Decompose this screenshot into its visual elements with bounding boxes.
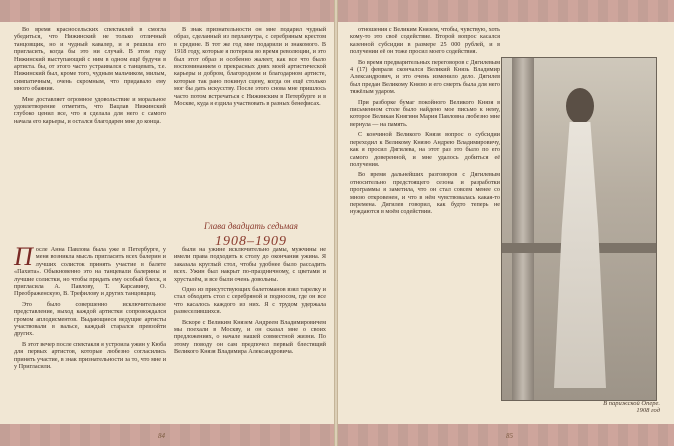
paragraph: Во время предварительных переговоров с Дягилевым 4 (17) февраля скончался Великий Князь Владимир Александрович, и это очень изменило дело. Дягилев был предан Великому Князю и его смерть была для него тяжёлым ударом.: [350, 58, 500, 96]
figure-head: [566, 88, 594, 124]
top-ornament: [338, 0, 674, 22]
dancer-figure: [550, 88, 610, 388]
paragraph: Вскоре с Великим Князем Андреем Владимировичем мы поехали в Москву, и он сказал мне о своих предложениях, о начале нашей совместной жизни. По этому поводу он сам предпочел первый блестящий Великого Князя Владимира Александровича.: [174, 318, 326, 356]
paragraph: С кончиной Великого Князя вопрос о субсидии переходил к Великому Князю Андрею Владимировичу, как я просил Дягилева, на этот раз это было по его самого доверенной, и мне удалось добиться её получения.: [350, 131, 500, 168]
right-column-top: [174, 26, 326, 110]
left-column-top: [14, 26, 166, 128]
paragraph: Это было совершенно исключительное представление, выход каждой артистки сопровождался громом аплодисментов. Выдающиеся ведущие артисты участвовали в вальсе, каждый старался превзойти других.: [14, 300, 166, 338]
left-page: [0, 0, 334, 446]
paragraph: В этот вечер после спектакля я устроила ужин у Кюба для первых артистов, которые любезно согласились принять участие, в знак признательности за то, что мне и у Пригласили.: [14, 340, 166, 371]
left-column-bottom: [14, 242, 166, 374]
chapter-years: 1908–1909: [215, 234, 287, 249]
paragraph: были на ужине исключительно дамы, мужчины не имели права подходить к столу до окончания ужина. Я заказала круглый стол, чтобы удобнее было рассадить всех. Ужин был накрыт по-праздничному, с цветами и хрусталём, и все были очень довольны.: [174, 246, 326, 283]
page-number: 85: [506, 432, 513, 440]
paragraph: В знак признательности он мне подарил чудный образ, сделанный из перламутра, с серебряным крестом в средине. В тот же год мне подарили и знакомого. В 1918 году, которые я потеряла во время революции, и это был этот образ и особенно жалеет, как все что было воспоминанием о прекрасных днях моей артистической карьеры и добром, благородном и благодарном артисте, которые так рано покинул сцену, когда он ещё столько мог бы дать искусству. После этого снова мне пришлось часто потом встречаться с Нижинским в Петербурге и в Москве, куда я ездила участвовать в разных бенефисах.: [174, 26, 326, 108]
caption-line: В парижской Опере.: [603, 400, 660, 407]
right-column-bottom: [174, 246, 326, 359]
paragraph: Мне доставляет огромное удовольствие и моральное удовлетворение отметить, что Вацлав Нижинский глубоко ценил все, что я сделала для него с самого начала его карьеры, и остался благодарен мне до конца.: [14, 95, 166, 125]
paragraph: Во время красносельских спектаклей в смогла убедиться, что Нижинский не только отличный танцовщик, но и чудный кавалер, и я решила его пригласить, когда бы это ни случай. В этом году Нижинский выступающий с ним в одном ещё будучи в артиста. бы, от этого часто устраивался с танцевать, т.е. Нижинский был, кроме того, чудным мальчиком, милым, симпатичным, очень скромным, что придавало ему много обаяния.: [14, 26, 166, 93]
paragraph: При разборке бумаг покойного Великого Князя в письменном столе было найдено мое письмо к нему, которое Великая Княгиня Мария Павловна любезно мне вернула — на память.: [350, 98, 500, 128]
column-pillar: [512, 58, 534, 400]
paragraph: Во время дальнейших разговоров с Дягилевым относительно предстоящего сезона и разработки программы я заметила, что он стал совсем менее со мною откровенен, и что в нём чувствовалась какая-то перемена. Дягилев говорил, как будто теперь не нуждаются в моём содействии.: [350, 171, 500, 216]
page-number: 84: [158, 432, 165, 440]
paragraph: После Анна Павлова была уже в Петербурге, у меня возникла мысль пригласить всех балерин и лучших солисток принять участие в балете «Пахита». Обыкновенно это на танцевали балерины и лучшие солистки, но чтобы придать ему особый блеск, я пригласила А. Павлову, Т. Карсавину, О. Преображенскую, В. Трефилову и других танцовщиц.: [14, 242, 166, 298]
chapter-title: Глава двадцать седьмая: [204, 221, 298, 231]
drop-cap: П: [14, 242, 33, 271]
top-ornament: [0, 0, 334, 22]
caption-line: 1908 год: [636, 407, 660, 414]
text-column: [350, 26, 500, 219]
portrait-photo: [501, 57, 657, 401]
bottom-ornament: [0, 424, 334, 446]
photo-caption: [540, 400, 660, 414]
paragraph: Одно из присутствующих балетоманов взял тарелку и стал обходить стол с серебряной и подносом, где он все что касалось каждого из них. Я с трудом удержала развеселившихся.: [174, 286, 326, 316]
paragraph: отношения с Великим Князем, чтобы, чувствую, хоть кому-то это своё содействие. Второй вопрос касался казенной субсидии в размере 25 000 рублей, и в получении её он тоже просил моего содействия.: [350, 26, 500, 56]
figure-gown: [554, 122, 606, 388]
